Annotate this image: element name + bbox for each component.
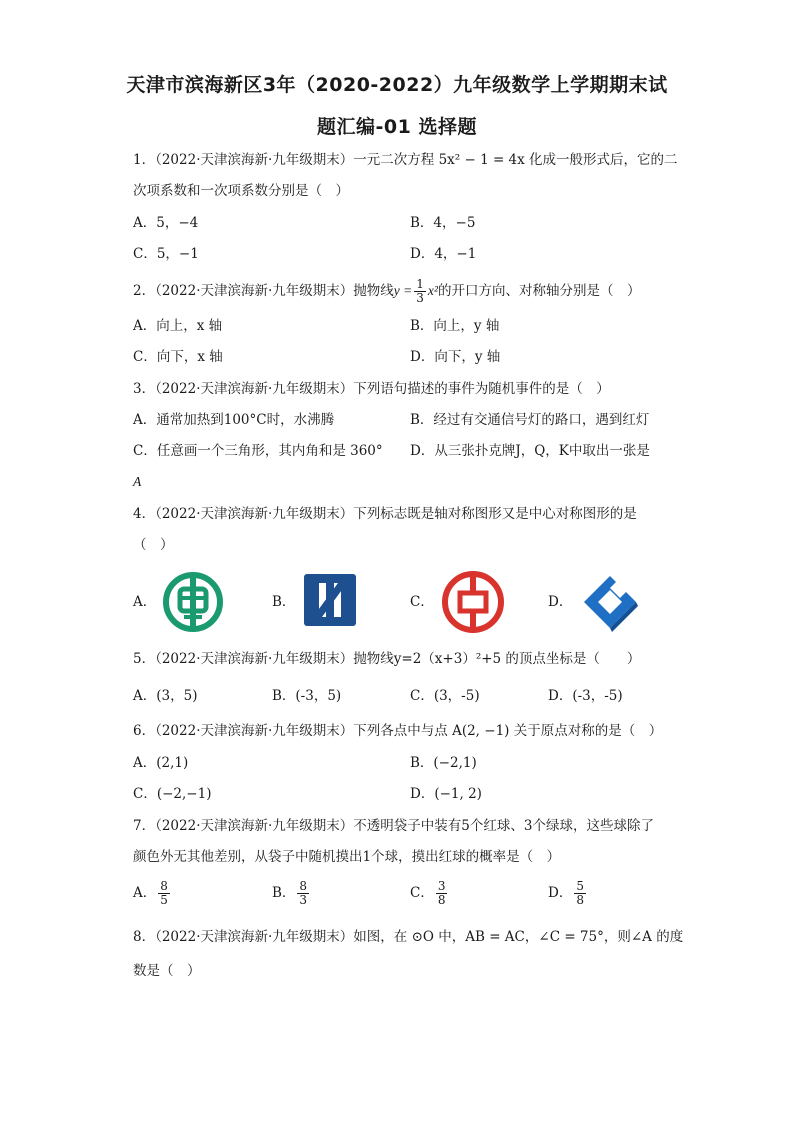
question-7-option-b-fraction: [297, 880, 309, 907]
question-5-option-c: C．(3，-5): [410, 688, 480, 704]
question-7-option-d-label: D．: [548, 885, 573, 901]
question-7-option-b-denominator: 3: [299, 893, 308, 907]
question-7-option-d-fraction: [574, 880, 586, 907]
question-2-option-b: B．向上，y 轴: [410, 318, 500, 334]
question-1-option-a: A．5，−4: [133, 215, 199, 231]
question-3-option-c: C．任意画一个三角形，其内角和是 360°: [133, 443, 383, 459]
question-1-option-c: C．5，−1: [133, 246, 199, 262]
question-5-option-a: A．(3，5): [133, 688, 198, 704]
question-2-option-c: C．向下，x 轴: [133, 349, 223, 365]
question-1-stem-line2: 次项系数和一次项系数分别是（ ）: [133, 183, 349, 199]
question-7-option-c-denominator: 8: [437, 893, 446, 907]
question-8-stem-line1: 8．（2022·天津滨海新·九年级期末）如图，在 ⊙O 中，AB = AC，∠C = 75°，则∠A 的度: [133, 929, 684, 945]
question-7-option-c-fraction: [436, 880, 448, 907]
question-2-equation-lhs: y =: [393, 283, 413, 298]
question-3-option-b: B．经过有交通信号灯的路口，遇到红灯: [410, 412, 650, 428]
question-2-option-a: A．向上，x 轴: [133, 318, 223, 334]
question-7-stem-line2: 颜色外无其他差别，从袋子中随机摸出1个球，摸出红球的概率是（ ）: [133, 849, 561, 865]
question-8-stem-line2: 数是（ ）: [133, 963, 201, 979]
question-4-option-c-label: C．: [410, 594, 434, 610]
question-4-option-b-label: B．: [272, 594, 296, 610]
question-4-option-d-label: D．: [548, 594, 573, 610]
question-6-option-c: C．(−2,−1): [133, 786, 212, 802]
question-1-stem-line1: 1．（2022·天津滨海新·九年级期末）一元二次方程 5x² − 1 = 4x 化成一般形式后，它的二: [133, 152, 678, 168]
document-title-line1: 天津市滨海新区3年（2020-2022）九年级数学上学期期末试: [126, 74, 668, 96]
question-4-option-a-label: A．: [133, 594, 157, 610]
question-1-option-d: D．4，−1: [410, 246, 477, 262]
question-1-option-b: B．4，−5: [410, 215, 476, 231]
question-7-option-a-numerator: 8: [160, 879, 168, 893]
question-4-stem-line1: 4．（2022·天津滨海新·九年级期末）下列标志既是轴对称图形又是中心对称图形的是: [133, 506, 637, 522]
question-7-option-c-label: C．: [410, 885, 434, 901]
bank-logo-red-icon: [441, 570, 505, 634]
question-6-stem: 6．（2022·天津滨海新·九年级期末）下列各点中与点 A(2, −1) 关于原点对称的是（ ）: [133, 723, 663, 739]
question-7-option-d-numerator: 5: [576, 879, 584, 893]
bank-logo-blue-icon: [580, 572, 640, 632]
question-7-option-a-denominator: 5: [160, 893, 168, 907]
question-7-option-a-fraction: [158, 880, 170, 907]
question-2-equation-term: x²: [427, 283, 438, 298]
question-3-stem: 3．（2022·天津滨海新·九年级期末）下列语句描述的事件为随机事件的是（ ）: [133, 381, 610, 397]
question-2-fraction: [414, 278, 426, 305]
question-7-option-a: [133, 880, 172, 907]
question-2-fraction-denominator: 3: [416, 291, 424, 305]
document-title-line2: 题汇编-01 选择题: [317, 116, 477, 138]
bank-logo-navy-icon: [304, 574, 356, 626]
bank-logo-green-icon: [162, 571, 224, 633]
question-7-option-b-numerator: 8: [299, 879, 308, 893]
question-3-option-a: A．通常加热到100°C时，水沸腾: [133, 412, 335, 428]
question-6-option-a: A．(2,1): [133, 755, 189, 771]
question-7-option-b-label: B．: [272, 885, 296, 901]
question-2-stem-suffix: 的开口方向、对称轴分别是（ ）: [437, 283, 641, 299]
question-7-stem-line1: 7．（2022·天津滨海新·九年级期末）不透明袋子中装有5个红球、3个绿球，这些球除了: [133, 818, 654, 834]
question-2-option-d: D．向下，y 轴: [410, 349, 501, 365]
question-2-stem: [133, 278, 640, 305]
question-7-option-c-numerator: 3: [437, 879, 446, 893]
question-3-option-d: D．从三张扑克牌J，Q，K中取出一张是: [410, 443, 650, 459]
question-4-stem-line2: （ ）: [133, 537, 174, 553]
question-3-option-d-continued: A: [133, 474, 142, 489]
question-7-option-d-denominator: 8: [576, 893, 584, 907]
question-2-fraction-numerator: 1: [416, 277, 424, 291]
question-7-option-c: [410, 880, 449, 907]
question-6-option-b: B．(−2,1): [410, 755, 477, 771]
question-7-option-b: [272, 880, 311, 907]
question-2-stem-prefix: 2．（2022·天津滨海新·九年级期末）抛物线: [133, 283, 394, 299]
question-7-option-d: [548, 880, 588, 907]
question-7-option-a-label: A．: [133, 885, 157, 901]
question-5-option-d: D．(-3，-5): [548, 688, 623, 704]
question-6-option-d: D．(−1, 2): [410, 786, 482, 802]
question-5-stem: 5．（2022·天津滨海新·九年级期末）抛物线y=2（x+3）²+5 的顶点坐标是（ ）: [133, 651, 641, 667]
question-5-option-b: B．(-3，5): [272, 688, 342, 704]
